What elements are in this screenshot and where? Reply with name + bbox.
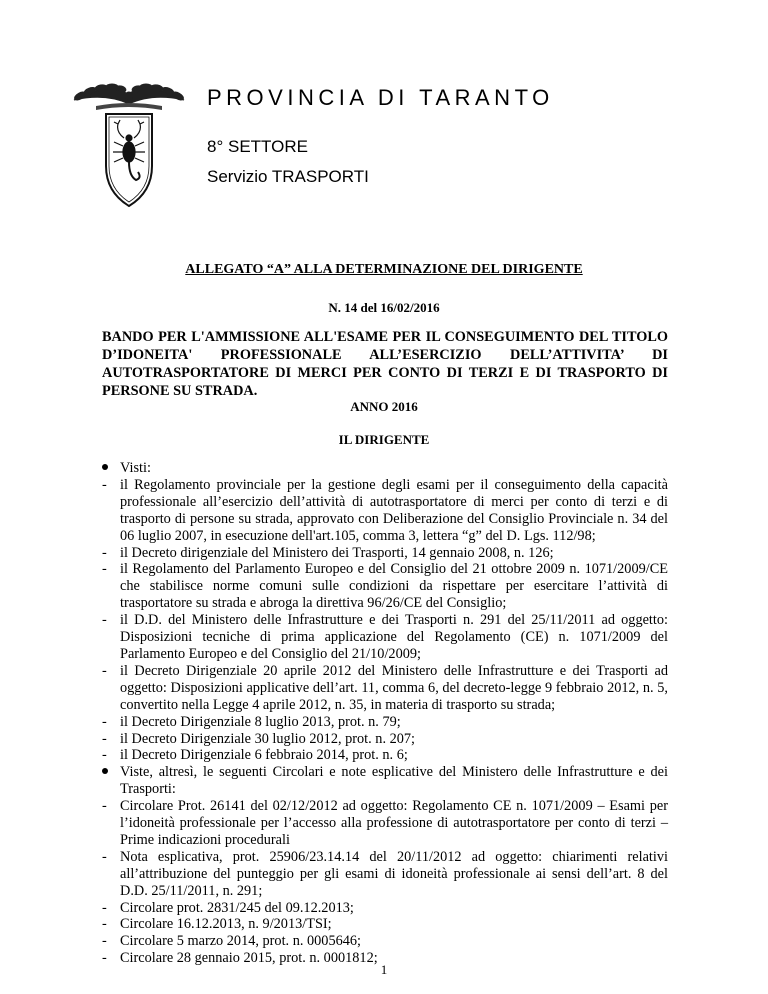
item-text: il Regolamento provinciale per la gestione degli esami per il conseguimento della capacità professionale all’esercizio dell’attività di autotrasportatore di merci per conto di terzi e di trasporto di persone su strada, approvato con Deliberazione del Consiglio Provinciale n. 34 del 06 luglio 2007, in esecuzione dell'art.105, comma 3, lettera “g” del D. Lgs. 112/98; <box>120 476 668 544</box>
dash-marker: - <box>102 561 107 578</box>
item-text: Visti: <box>120 460 151 476</box>
dash-marker: - <box>102 899 107 916</box>
item-text: Circolare 5 marzo 2014, prot. n. 0005646; <box>120 933 362 950</box>
dash-item <box>102 933 668 950</box>
dash-marker: - <box>102 612 107 629</box>
page-number: 1 <box>380 962 388 977</box>
dash-item <box>102 798 668 849</box>
item-text: Nota esplicativa, prot. 25906/23.14.14 del 20/11/2012 ad oggetto: chiarimenti relativi all’attribuzione del punteggio per gli esami di idoneità professionale ai sensi dell’art. 8 del D.D. 25/11/2011, n. 291; <box>120 848 668 899</box>
bullet-marker <box>102 764 116 781</box>
province-crest-logo <box>66 80 192 212</box>
item-text: Circolare 16.12.2013, n. 9/2013/TSI; <box>120 916 332 933</box>
dash-marker: - <box>102 713 107 730</box>
bullet-item <box>102 460 668 477</box>
item-text: Circolare 28 gennaio 2015, prot. n. 0001812; <box>120 950 378 967</box>
item-text: Circolare Prot. 26141 del 02/12/2012 ad oggetto: Regolamento CE n. 1071/2009 – Esami per l’idoneità professionale per l’accesso alla professione di autotrasportatore per conto di terzi – Prime indicazioni procedurali <box>120 798 668 848</box>
allegato-heading: ALLEGATO “A” ALLA DETERMINAZIONE DEL DIRIGENTE <box>185 262 583 277</box>
dash-marker: - <box>102 476 107 493</box>
dash-item <box>102 916 668 933</box>
item-text: il Regolamento del Parlamento Europeo e del Consiglio del 21 ottobre 2009 n. 1071/2009/CE che stabilisce norme comuni sulle condizioni da rispettare per esercitare l’attività di trasportatore su strada e abroga la direttiva 96/26/CE del Consiglio; <box>120 561 668 612</box>
item-text: il Decreto Dirigenziale 8 luglio 2013, prot. n. 79; <box>120 713 401 730</box>
dash-marker: - <box>102 544 107 561</box>
province-title: PROVINCIA DI TARANTO <box>207 85 554 110</box>
dash-marker: - <box>102 916 107 933</box>
item-text: Circolare prot. 2831/245 del 09.12.2013; <box>120 899 354 916</box>
item-text: il Decreto dirigenziale del Ministero dei Trasporti, 14 gennaio 2008, n. 126; <box>120 544 554 561</box>
determination-number: N. 14 del 16/02/2016 <box>328 300 440 315</box>
dash-item <box>102 561 668 612</box>
premises-list <box>102 460 668 967</box>
dash-item <box>102 849 668 900</box>
letterhead <box>66 80 716 230</box>
bando-title-line: D’IDONEITA' PROFESSIONALE ALL’ESERCIZIO DELL’ATTIVITA’ DI <box>102 347 668 363</box>
dash-item <box>102 612 668 663</box>
dash-marker: - <box>102 798 107 815</box>
dash-marker: - <box>102 950 107 967</box>
dash-marker: - <box>102 747 107 764</box>
dash-item <box>102 663 668 714</box>
dash-item <box>102 477 668 545</box>
dash-marker: - <box>102 730 107 747</box>
dash-item <box>102 545 668 562</box>
bando-title <box>102 328 668 400</box>
dash-marker: - <box>102 662 107 679</box>
dash-item <box>102 900 668 917</box>
dash-item <box>102 731 668 748</box>
service-label: Servizio TRASPORTI <box>207 167 369 186</box>
bullet-marker <box>102 460 116 477</box>
bando-title-line: AUTOTRASPORTATORE DI MERCI PER CONTO DI TERZI E DI TRASPORTO DI <box>102 365 668 381</box>
bando-title-line: PERSONE SU STRADA. <box>102 383 258 399</box>
dash-marker: - <box>102 933 107 950</box>
sector-label: 8° SETTORE <box>207 137 308 156</box>
item-text: il Decreto Dirigenziale 30 luglio 2012, prot. n. 207; <box>120 730 416 747</box>
item-text: il Decreto Dirigenziale 6 febbraio 2014, prot. n. 6; <box>120 747 408 764</box>
dash-item <box>102 714 668 731</box>
il-dirigente-heading: IL DIRIGENTE <box>338 432 430 447</box>
dash-marker: - <box>102 848 107 865</box>
dash-item <box>102 747 668 764</box>
bullet-item <box>102 764 668 798</box>
item-text: Viste, altresì, le seguenti Circolari e note esplicative del Ministero delle Infrastrutture e dei Trasporti: <box>120 764 668 798</box>
item-text: il Decreto Dirigenziale 20 aprile 2012 del Ministero delle Infrastrutture e dei Trasporti ad oggetto: Disposizioni applicative dell’art. 11, comma 6, del decreto-legge 9 febbraio 2012, n. 5, convertito nella Legge 4 aprile 2012, n. 35, in materia di trasporto su strada; <box>120 662 668 713</box>
item-text: il D.D. del Ministero delle Infrastrutture e dei Trasporti n. 291 del 25/11/2011 ad oggetto: Disposizioni tecniche di prima applicazione del Regolamento (CE) n. 1071/2009 del Parlamento Europeo e del Consiglio del 21/10/2009; <box>120 612 668 662</box>
year-label: ANNO 2016 <box>350 399 418 414</box>
bando-title-line: BANDO PER L'AMMISSIONE ALL'ESAME PER IL CONSEGUIMENTO DEL TITOLO <box>102 329 668 345</box>
